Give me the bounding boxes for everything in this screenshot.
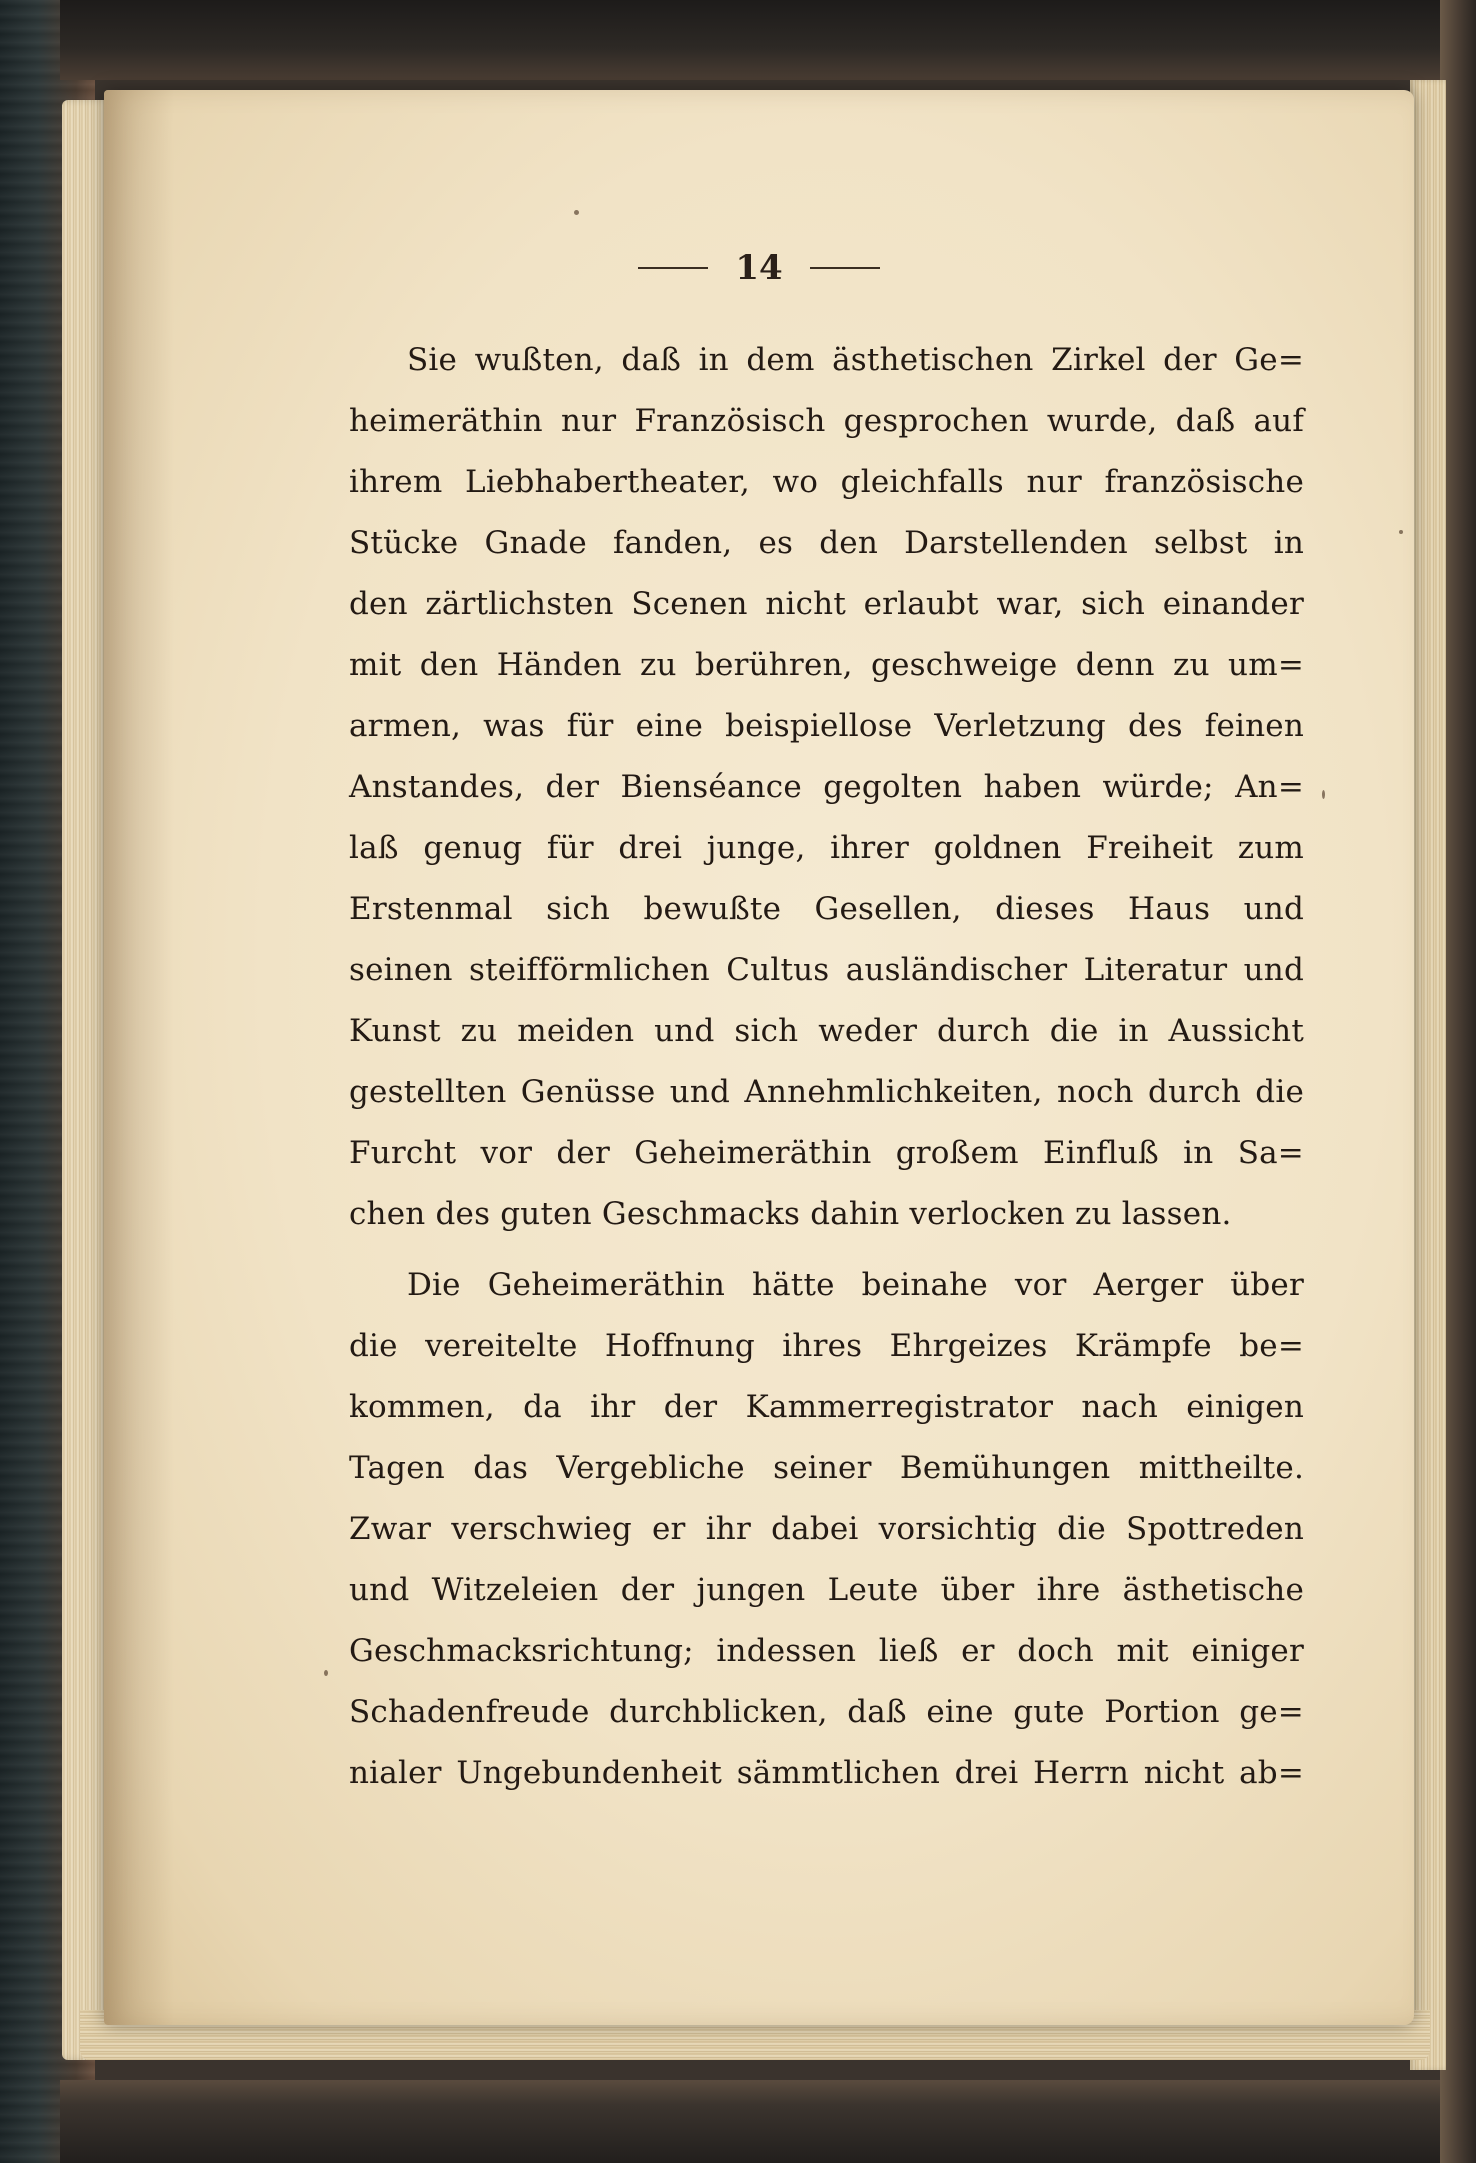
paper-speck [324,1670,328,1676]
text-line: laß genug für drei junge, ihrer goldnen Freiheit zum [349,830,1304,866]
text-line: kommen, da ihr der Kammerregistrator nach einigen [349,1389,1304,1425]
text-line: Anstandes, der Bienséance gegolten haben würde; An= [349,769,1304,805]
text-line: gestellten Genüsse und Annehmlichkeiten, noch durch die [349,1074,1304,1110]
text-line: Geschmacksrichtung; indessen ließ er doch mit einiger [349,1633,1304,1669]
book-cover-bottom-edge [60,2080,1476,2163]
text-line: chen des guten Geschmacks dahin verlocken zu lassen. [349,1196,1232,1232]
header-dash-left [638,267,708,269]
text-line: Erstenmal sich bewußte Gesellen, dieses Haus und [349,891,1304,927]
text-line: heimeräthin nur Französisch gesprochen wurde, daß auf [349,403,1304,439]
paper-speck [1399,530,1403,534]
text-line: nialer Ungebundenheit sämmtlichen drei Herrn nicht ab= [349,1755,1304,1791]
text-line: die vereitelte Hoffnung ihres Ehrgeizes Krämpfe be= [349,1328,1304,1364]
paper-speck [1322,790,1325,799]
page-stack-right [1410,80,1446,2070]
paper-speck [574,210,579,215]
text-line: und Witzeleien der jungen Leute über ihre ästhetische [349,1572,1304,1608]
text-line: Sie wußten, daß in dem ästhetischen Zirkel der Ge= [407,342,1304,378]
text-line: mit den Händen zu berühren, geschweige denn zu um= [349,647,1304,683]
page-number: 14 [735,248,783,288]
paragraph-2 [349,1255,1304,1804]
text-line: Die Geheimeräthin hätte beinahe vor Aerger über [407,1267,1304,1303]
page-stack-left [62,100,110,2060]
gutter-shadow [104,90,174,2025]
text-line: Zwar verschwieg er ihr dabei vorsichtig die Spottreden [349,1511,1304,1547]
text-line: Schadenfreude durchblicken, daß eine gute Portion ge= [349,1694,1304,1730]
text-line: Tagen das Vergebliche seiner Bemühungen mittheilte. [349,1450,1304,1486]
text-line: Stücke Gnade fanden, es den Darstellenden selbst in [349,525,1304,561]
paragraph-gap [349,1245,1304,1255]
book-cover-top-edge [60,0,1476,80]
text-line: Furcht vor der Geheimeräthin großem Einfluß in Sa= [349,1135,1304,1171]
text-line: armen, was für eine beispiellose Verletzung des feinen [349,708,1304,744]
paragraph-1 [349,330,1304,1245]
header-dash-right [810,267,880,269]
text-line: ihrem Liebhabertheater, wo gleichfalls nur französische [349,464,1304,500]
book-page [104,90,1414,2025]
text-line: Kunst zu meiden und sich weder durch die in Aussicht [349,1013,1304,1049]
page-header [104,248,1414,308]
text-line: den zärtlichsten Scenen nicht erlaubt war, sich einander [349,586,1304,622]
text-line: seinen steifförmlichen Cultus ausländischer Literatur und [349,952,1304,988]
body-text [349,330,1304,1804]
